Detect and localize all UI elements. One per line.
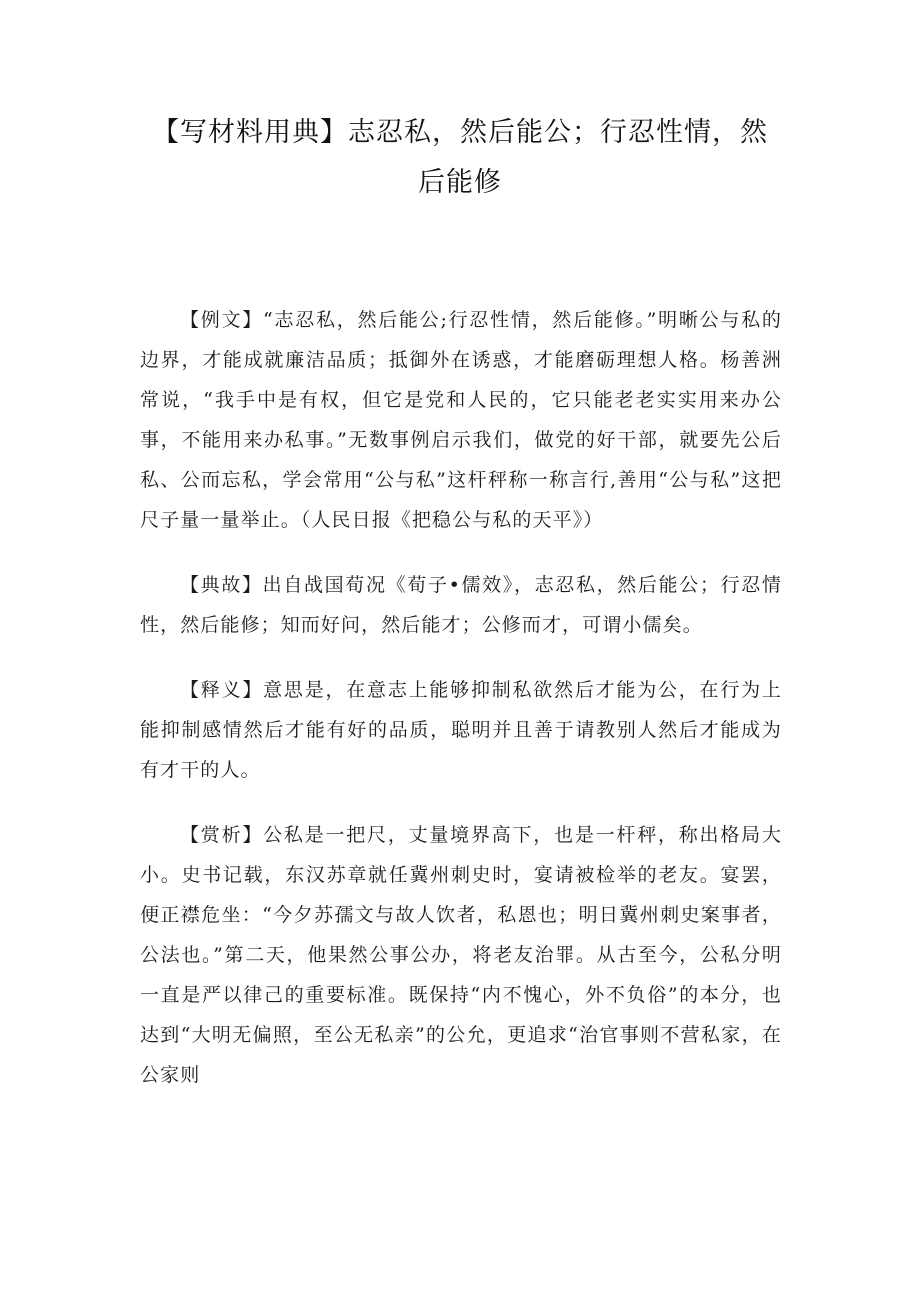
paragraph-tag: 【赏析】	[180, 824, 264, 846]
paragraph-example	[140, 300, 782, 540]
page-title: 【写材料用典】志忍私，然后能公；行忍性情，然后能修	[152, 117, 768, 198]
paragraph-text: “志忍私，然后能公;行忍性情，然后能修。”明晰公与私的边界，才能成就廉洁品质；抵御外在诱惑，才能磨砺理想人格。杨善洲常说，“我手中是有权，但它是党和人民的，它只能老老实实用来办公事，不能用来办私事。”无数事例启示我们，做党的好干部，就要先公后私、公而忘私，学会常用“公与私”这杆秤称一称言行,善用“公与私”这把尺子量一量举止。（人民日报《把稳公与私的天平》）	[140, 309, 782, 531]
paragraph-allusion	[140, 565, 782, 645]
paragraph-tag: 【例文】	[180, 309, 264, 331]
paragraph-interpretation	[140, 670, 782, 790]
paragraph-text: 出自战国荀况《荀子•儒效》，志忍私，然后能公；行忍情性，然后能修；知而好问，然后能才；公修而才，可谓小儒矣。	[140, 574, 783, 636]
paragraph-text: 意思是，在意志上能够抑制私欲然后才能为公，在行为上能抑制感情然后才能有好的品质，聪明并且善于请教别人然后才能成为有才干的人。	[140, 679, 782, 781]
paragraph-tag: 【典故】	[180, 574, 263, 596]
paragraph-tag: 【释义】	[180, 679, 264, 701]
paragraph-text: 公私是一把尺，丈量境界高下，也是一杆秤，称出格局大小。史书记载，东汉苏章就任冀州刺史时，宴请被检举的老友。宴罢，便正襟危坐：“今夕苏孺文与故人饮者，私恩也；明日冀州刺史案事者，公法也。”第二天，他果然公事公办，将老友治罪。从古至今，公私分明一直是严以律己的重要标准。既保持“内不愧心，外不负俗”的本分，也达到“大明无偏照，至公无私亲”的公允，更追求“治官事则不营私家，在公家则	[140, 824, 782, 1086]
document-body	[140, 300, 782, 1120]
paragraph-appreciation	[140, 815, 782, 1095]
